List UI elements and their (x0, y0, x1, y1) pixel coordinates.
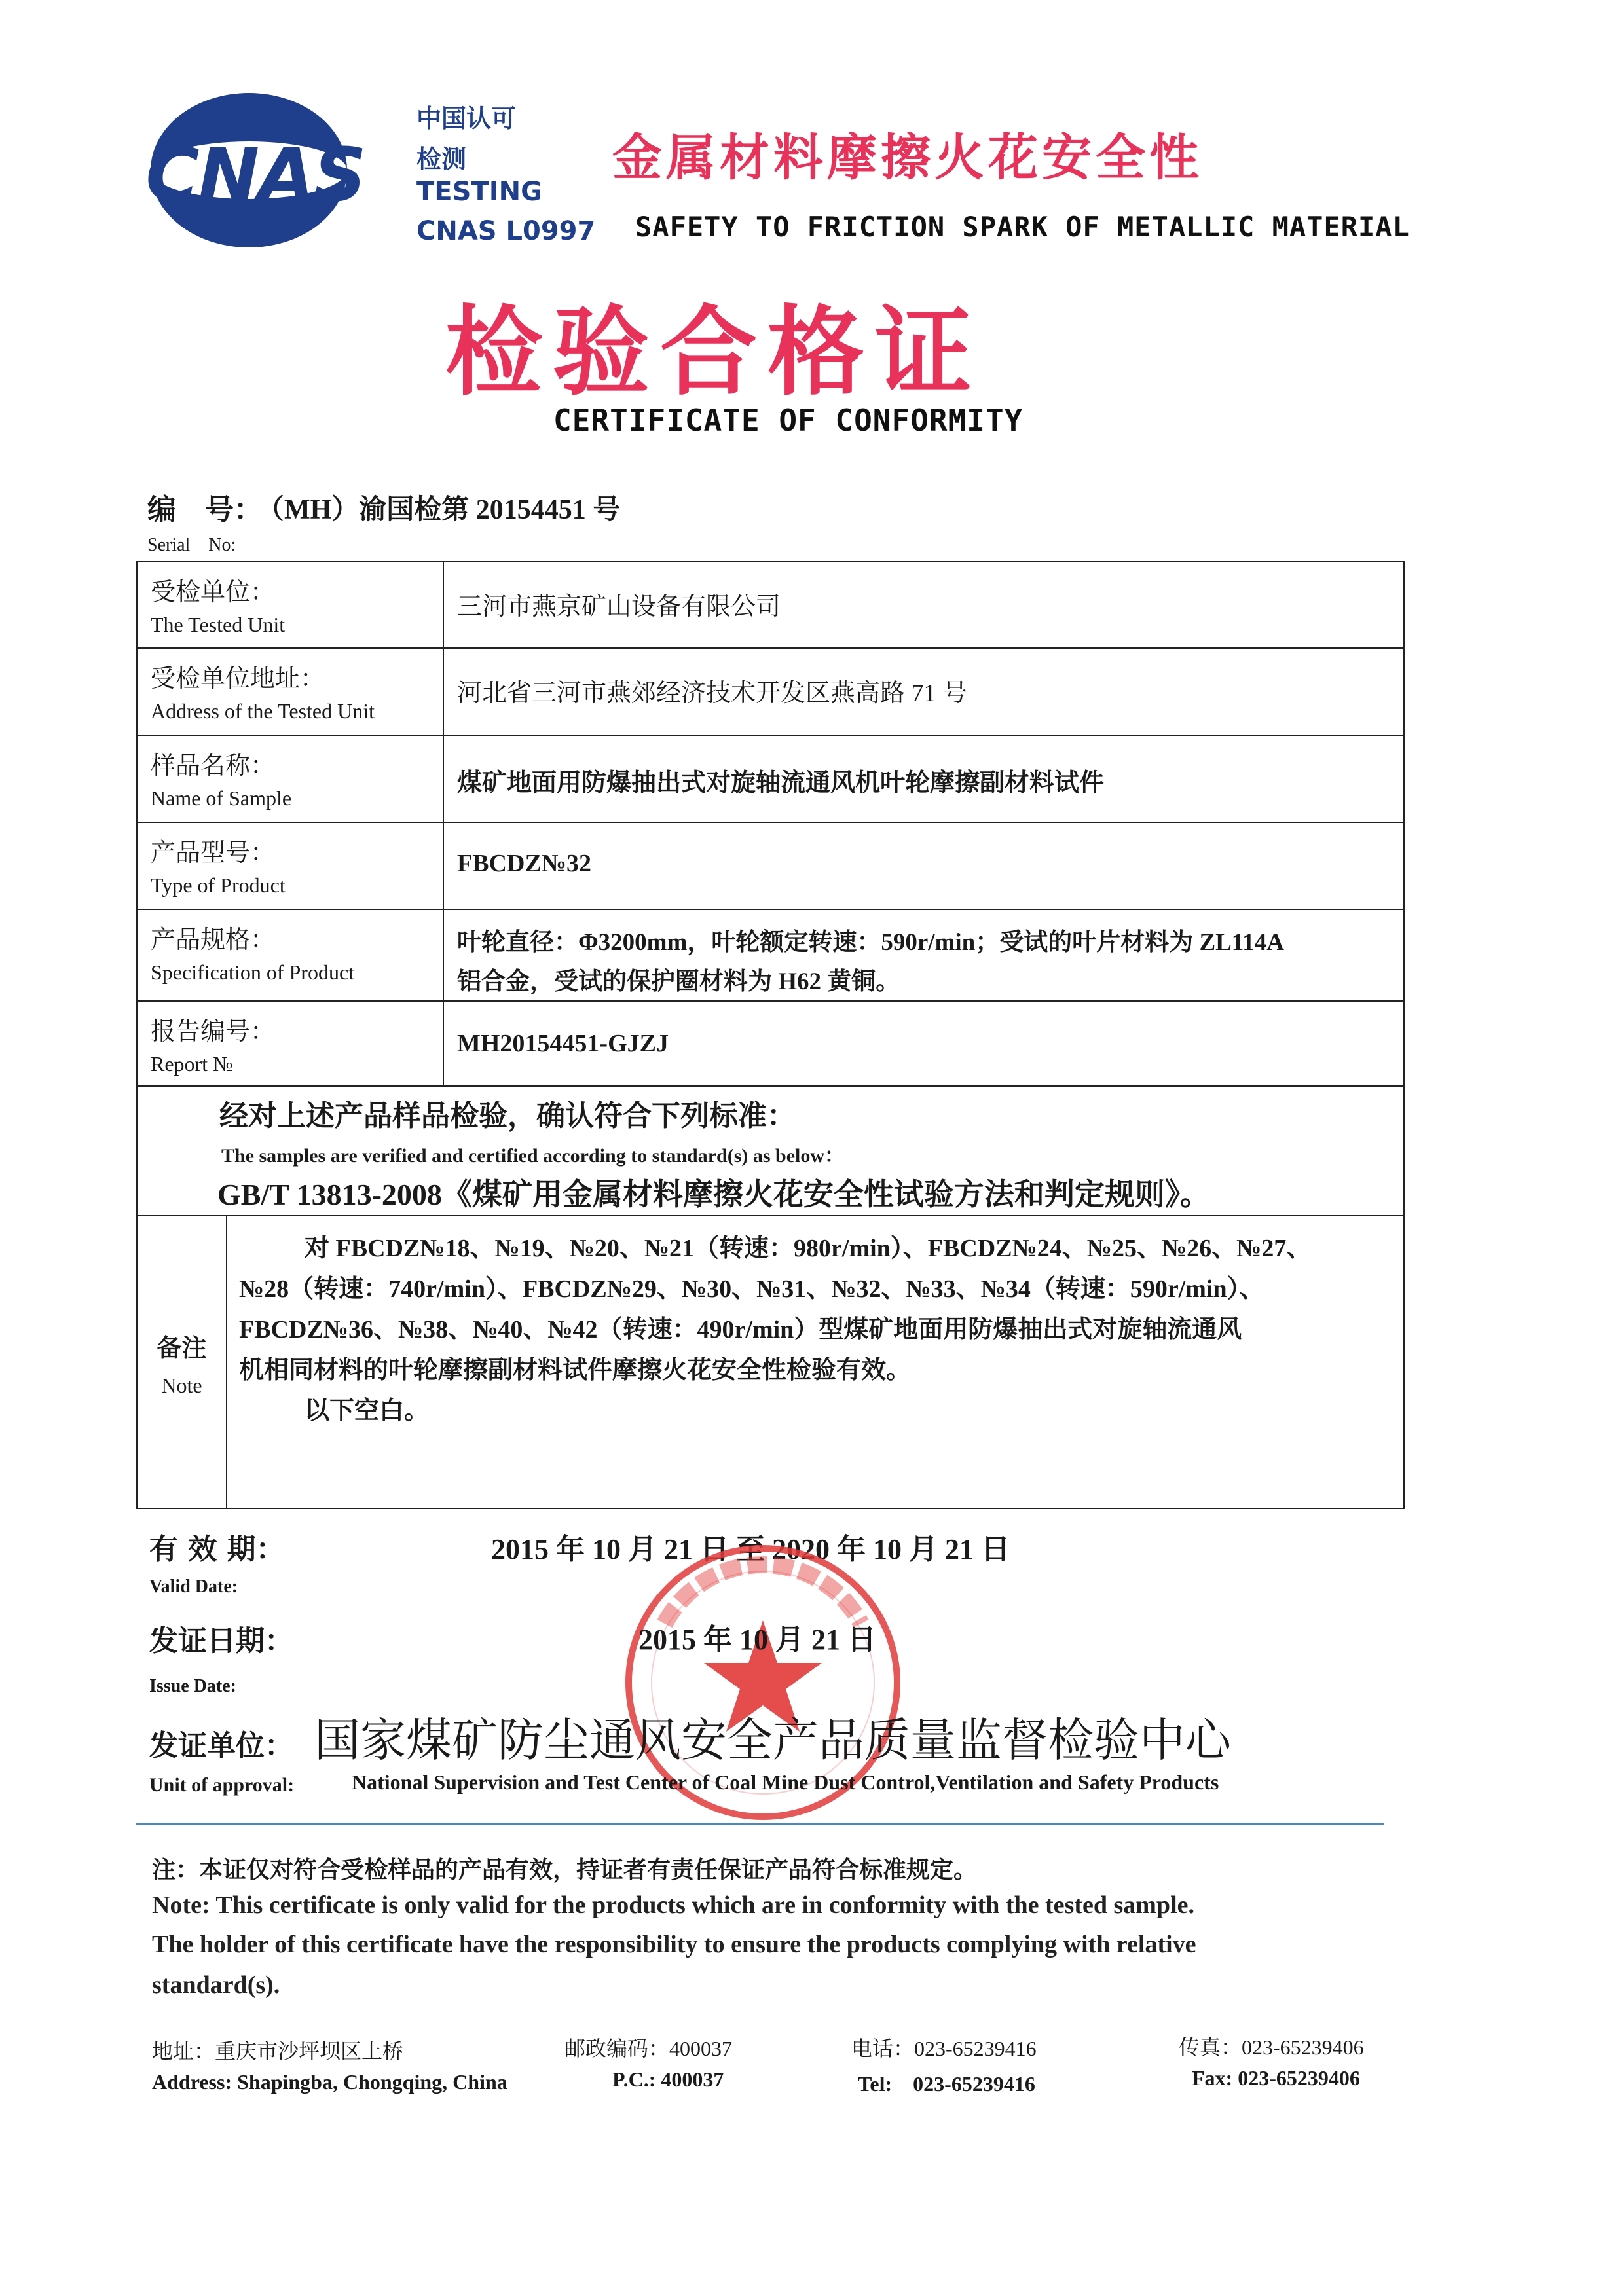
logo-cn-line1: 中国认可 (416, 104, 517, 133)
standard-intro-cn: 经对上述产品样品检验，确认符合下列标准： (219, 1099, 796, 1133)
table-row (138, 562, 1403, 647)
serial-value: （MH）渝国检第 20154451 号 (257, 495, 621, 525)
sample-name-value: 煤矿地面用防爆抽出式对旋轴流通风机叶轮摩擦副材料试件 (457, 769, 1105, 797)
postal-cn: 邮政编码：400037 (564, 2037, 733, 2060)
row-label (138, 736, 444, 822)
note-line: №28（转速：740r/min）、FBCDZ№29、№30、№31、№32、№33、№34（转速：590r/min）、 (239, 1275, 1264, 1303)
row-label (138, 649, 444, 735)
note-line: 以下空白。 (304, 1397, 430, 1425)
footer-note-en-line2: The holder of this certificate have the responsibility to ensure the products complying with relative (152, 1931, 1196, 1958)
issue-date-value: 2015 年 10 月 21 日 (638, 1624, 876, 1656)
table-row (138, 735, 1403, 822)
row-label-cn: 受检单位地址： (151, 665, 325, 693)
row-label-en: Name of Sample (151, 786, 292, 810)
issue-date-label-cn: 发证日期： (149, 1624, 293, 1658)
postal-en: P.C.: 400037 (612, 2068, 724, 2091)
standard-text: GB/T 13813-2008《煤矿用金属材料摩擦火花安全性试验方法和判定规则》。 (217, 1178, 1210, 1211)
row-label (138, 910, 444, 1000)
table-row (138, 647, 1403, 735)
cnas-logo-text: CNAS (145, 133, 365, 218)
address-cn: 地址：重庆市沙坪坝区上桥 (152, 2039, 404, 2063)
note-block (138, 1215, 1403, 1508)
row-label-cn: 受检单位： (151, 579, 276, 606)
tel-cn: 电话：023-65239416 (851, 2037, 1037, 2060)
title-en: SAFETY TO FRICTION SPARK OF METALLIC MATERIAL (635, 211, 1410, 243)
tel-en: Tel: 023-65239416 (858, 2072, 1035, 2096)
issuing-unit-label-cn: 发证单位： (149, 1729, 293, 1762)
valid-date-label-en: Valid Date: (149, 1576, 238, 1597)
note-label (138, 1216, 227, 1508)
specification-line1: 叶轮直径：Φ3200mm，叶轮额定转速：590r/min；受试的叶片材料为 ZL114A (457, 929, 1284, 956)
row-label-en: Type of Product (151, 873, 286, 897)
serial-label-cn: 编 号： (147, 493, 263, 526)
footer-note-en-line1: Note: This certificate is only valid for the products which are in conformity with the tested sample. (152, 1891, 1194, 1919)
row-label (138, 823, 444, 909)
product-type-value: FBCDZ№32 (457, 850, 591, 877)
logo-cn-line2: 检测 (416, 145, 467, 173)
tested-unit-value: 三河市燕京矿山设备有限公司 (457, 593, 781, 621)
row-label (138, 1002, 444, 1085)
title-cn: 金属材料摩擦火花安全性 (612, 128, 1203, 187)
row-label-cn: 样品名称： (151, 752, 276, 780)
table-row (138, 1000, 1403, 1085)
row-label-cn: 产品规格： (151, 926, 276, 954)
fax-cn: 传真：023-65239406 (1179, 2035, 1364, 2059)
main-title-cn: 检验合格证 (445, 296, 982, 409)
logo-en-line: TESTING (416, 177, 542, 207)
report-number-value: MH20154451-GJZJ (457, 1030, 669, 1057)
tested-unit-address-value: 河北省三河市燕郊经济技术开发区燕高路 71 号 (457, 680, 968, 707)
row-label-cn: 产品型号： (151, 839, 276, 867)
table-row (138, 909, 1403, 1000)
row-label (138, 562, 444, 647)
note-label-cn: 备注 (157, 1333, 207, 1362)
row-label-en: Report № (151, 1052, 233, 1076)
standard-block (138, 1085, 1403, 1215)
valid-date-label-cn: 有 效 期： (149, 1533, 285, 1566)
row-label-en: The Tested Unit (151, 613, 286, 636)
specification-line2: 铝合金，受试的保护圈材料为 H62 黄铜。 (457, 968, 900, 995)
note-label-en: Note (161, 1374, 202, 1397)
row-label-en: Address of the Tested Unit (151, 699, 375, 723)
issuing-unit-value-cn: 国家煤矿防尘通风安全产品质量监督检验中心 (314, 1713, 1231, 1767)
footer-divider (136, 1823, 1384, 1825)
info-table (136, 561, 1405, 1509)
logo-code: CNAS L0997 (416, 216, 596, 246)
issue-date-label-en: Issue Date: (149, 1676, 236, 1696)
table-row (138, 822, 1403, 909)
cnas-logo (144, 82, 380, 259)
address-en: Address: Shapingba, Chongqing, China (152, 2070, 507, 2094)
note-line: 机相同材料的叶轮摩擦副材料试件摩擦火花安全性检验有效。 (239, 1357, 912, 1384)
note-line: FBCDZ№36、№38、№40、№42（转速：490r/min）型煤矿地面用防爆抽出式对旋轴流通风 (239, 1316, 1242, 1343)
issuing-unit-value-en: National Supervision and Test Center of Coal Mine Dust Control,Ventilation and Safety Products (352, 1770, 1219, 1794)
note-text (239, 1228, 1392, 1431)
serial-label-en: Serial No: (147, 535, 236, 555)
fax-en: Fax: 023-65239406 (1192, 2066, 1360, 2090)
standard-intro-en: The samples are verified and certified according to standard(s) as below： (221, 1145, 845, 1167)
row-label-cn: 报告编号： (151, 1018, 276, 1046)
footer-note-cn: 注：本证仅对符合受检样品的产品有效，持证者有责任保证产品符合标准规定。 (152, 1856, 978, 1884)
issuing-unit-label-en: Unit of approval: (149, 1774, 295, 1796)
footer-note-en-line3: standard(s). (152, 1971, 280, 1999)
row-label-en: Specification of Product (151, 960, 355, 984)
valid-date-value: 2015 年 10 月 21 日 至 2020 年 10 月 21 日 (491, 1533, 1010, 1565)
note-line: 对 FBCDZ№18、№19、№20、№21（转速：980r/min）、FBCDZ№24、№25、№26、№27、 (304, 1235, 1312, 1262)
main-title-en: CERTIFICATE OF CONFORMITY (553, 403, 1024, 438)
